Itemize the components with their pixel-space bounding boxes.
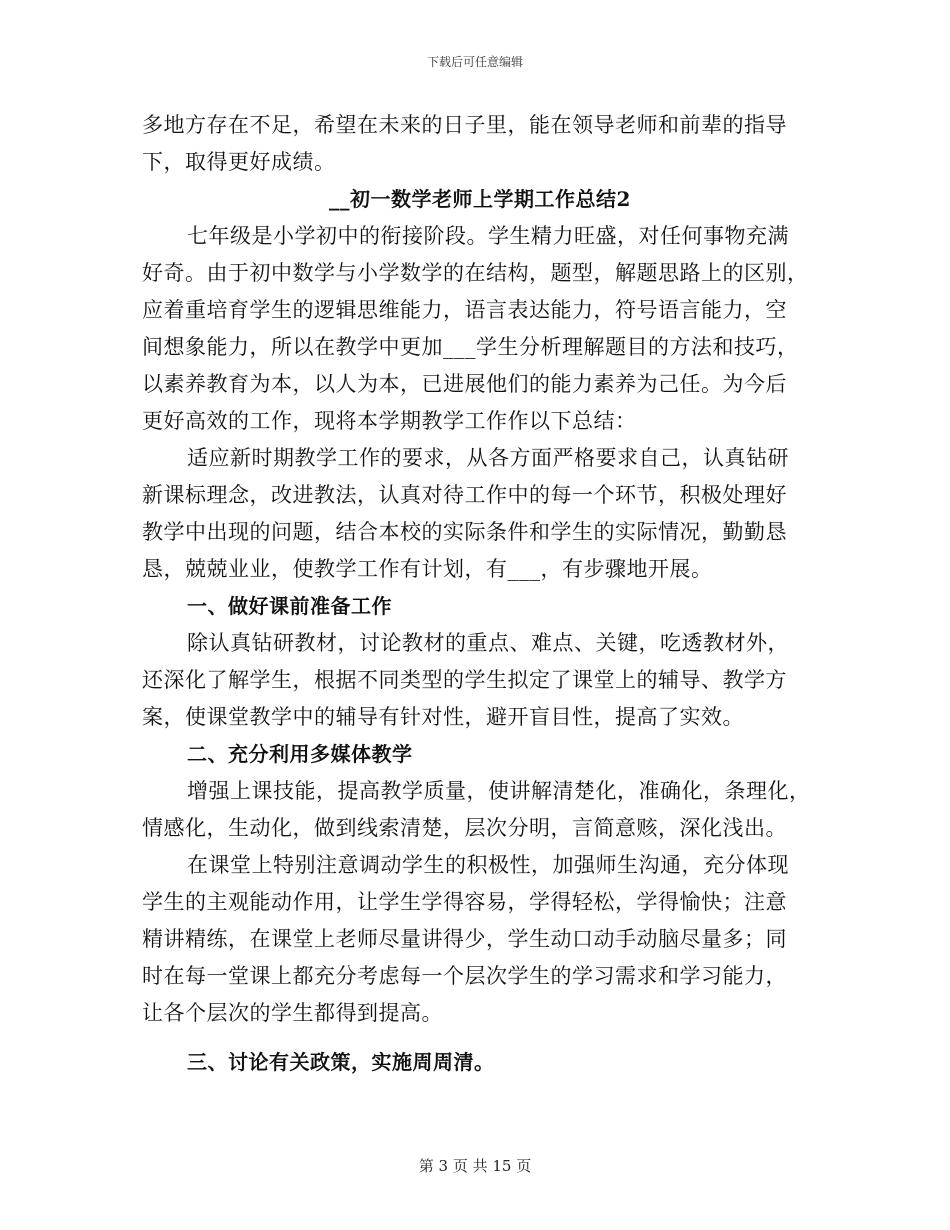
- paragraph-line: 恳，兢兢业业，使教学工作有计划，有___，有步骤地开展。: [142, 557, 713, 581]
- paragraph-line: 除认真钻研教材，讨论教材的重点、难点、关键，吃透教材外，: [187, 631, 789, 655]
- paragraph-line: 下，取得更好成绩。: [142, 150, 336, 174]
- paragraph-line: 新课标理念，改进教法，认真对待工作中的每一个环节，积极处理好: [142, 483, 787, 507]
- paragraph-line: 多地方存在不足，希望在未来的日子里，能在领导老师和前辈的指导: [142, 113, 787, 137]
- paragraph-line: 时在每一堂课上都充分考虑每一个层次学生的学习需求和学习能力，: [142, 964, 787, 988]
- paragraph-line: 好奇。由于初中数学与小学数学的在结构，题型，解题思路上的区别，: [142, 261, 809, 285]
- paragraph-line: 精讲精练，在课堂上老师尽量讲得少，学生动口动手动脑尽量多；同: [142, 927, 787, 951]
- section-title: __初一数学老师上学期工作总结2: [329, 187, 631, 211]
- paragraph-line: 增强上课技能，提高教学质量，使讲解清楚化，准确化，条理化，: [187, 779, 811, 803]
- spacer: [142, 1032, 810, 1044]
- paragraph-line: 教学中出现的问题，结合本校的实际条件和学生的实际情况，勤勤恳: [142, 520, 787, 544]
- paragraph-line: 情感化，生动化，做到线索清楚，层次分明，言简意赅，深化浅出。: [142, 816, 787, 840]
- paragraph-line: 适应新时期教学工作的要求，从各方面严格要求自己，认真钻研: [187, 446, 789, 470]
- page-header: 下载后可任意编辑: [426, 55, 523, 69]
- paragraph-line: 还深化了解学生，根据不同类型的学生拟定了课堂上的辅导、教学方: [142, 668, 787, 692]
- paragraph-line: 以素养教育为本，以人为本，已进展他们的能力素养为己任。为今后: [142, 372, 787, 396]
- paragraph-line: 更好高效的工作，现将本学期教学工作作以下总结：: [142, 409, 637, 433]
- section-heading: 三、讨论有关政策，实施周周清。: [187, 1050, 495, 1074]
- paragraph-line: 应着重培育学生的逻辑思维能力，语言表达能力，符号语言能力，空: [142, 298, 787, 322]
- paragraph-line: 学生的主观能动作用，让学生学得容易，学得轻松，学得愉快；注意: [142, 890, 787, 914]
- paragraph-line: 在课堂上特别注意调动学生的积极性，加强师生沟通，充分体现: [187, 853, 789, 877]
- page-footer: 第 3 页 共 15 页: [418, 1157, 532, 1175]
- paragraph-line: 让各个层次的学生都得到提高。: [142, 1001, 443, 1025]
- paragraph-line: 案，使课堂教学中的辅导有针对性，避开盲目性，提高了实效。: [142, 705, 744, 729]
- paragraph-line: 间想象能力，所以在教学中更加___学生分析理解题目的方法和技巧，: [142, 335, 799, 359]
- paragraph-line: 七年级是小学初中的衔接阶段。学生精力旺盛，对任何事物充满: [187, 224, 789, 248]
- section-heading: 二、充分利用多媒体教学: [187, 742, 413, 766]
- section-heading: 一、做好课前准备工作: [187, 594, 392, 618]
- document-body: [142, 107, 810, 1081]
